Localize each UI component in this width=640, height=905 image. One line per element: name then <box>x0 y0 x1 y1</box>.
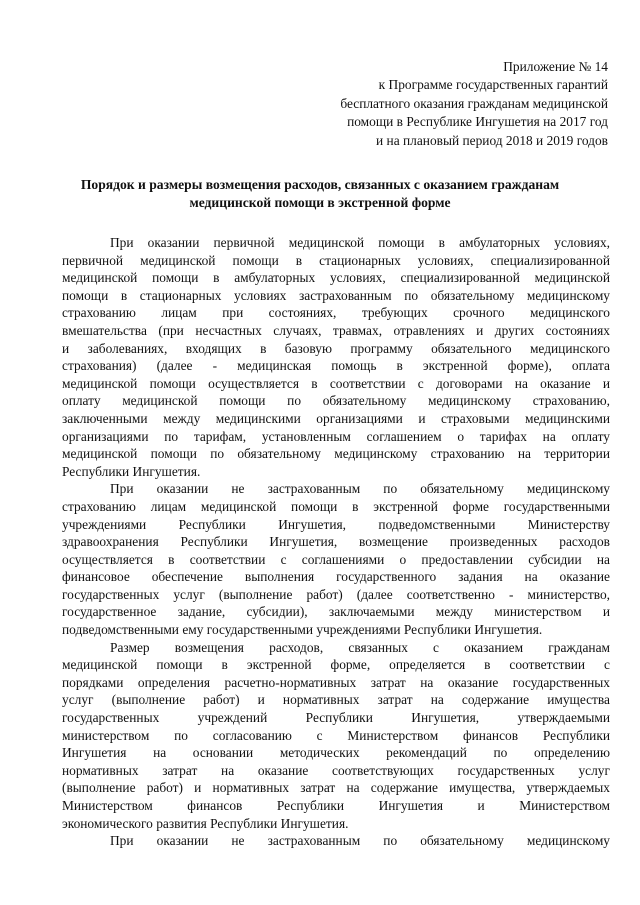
text-line: помощи в стационарных условиях застрахованным по обязательному медицинскому <box>62 287 610 303</box>
text-line: осуществляется в соответствии с соглашениями о предоставлении субсидии на <box>62 551 610 567</box>
text-line: государственных учреждений Республики Ингушетия, утверждаемыми <box>62 710 610 726</box>
text-line: нормативных затрат на оказание соответствующих государственных услуг <box>62 762 610 778</box>
text-line: подведомственными ему государственными учреждениями Республики Ингушетия. <box>62 622 543 638</box>
appendix-line: бесплатного оказания гражданам медицинской <box>340 95 608 111</box>
text-line: учреждениями Республики Ингушетия, подведомственными Министерству <box>62 516 610 532</box>
text-line: медицинской помощи по обязательному медицинскому страхованию на территории <box>62 446 610 462</box>
paragraph <box>62 480 610 638</box>
paragraph <box>62 639 610 833</box>
text-line: организациями по тарифам, установленным соглашением о тарифах на оплату <box>62 428 610 444</box>
text-line: При оказании не застрахованным по обязательному медицинскому <box>110 833 610 849</box>
text-line: оплату медицинской помощи по обязательному медицинскому страхованию, <box>62 393 610 409</box>
document-body <box>62 234 610 850</box>
text-line: (выполнение работ) и нормативных затрат на содержание имущества, утверждаемых <box>62 780 610 796</box>
appendix-line: к Программе государственных гарантий <box>378 77 608 93</box>
text-line: экономического развития Республики Ингушетия. <box>62 815 349 831</box>
text-line: Размер возмещения расходов, связанных с оказанием гражданам <box>110 639 610 655</box>
text-line: услуг (выполнение работ) и нормативных затрат на содержание имущества <box>62 692 610 708</box>
text-line: страхованию лицам при состояниях, требующих срочного медицинского <box>62 305 610 321</box>
appendix-line: помощи в Республике Ингушетия на 2017 год <box>347 114 608 130</box>
text-line: финансовое обеспечение выполнения государственного задания на оказание <box>62 569 610 585</box>
text-line: Республики Ингушетия. <box>62 463 201 479</box>
text-line: медицинской помощи осуществляется в соответствии с договорами на оказание и <box>62 375 610 391</box>
text-line: порядками определения расчетно-нормативных затрат на оказание государственных <box>62 674 610 690</box>
text-line: государственное задание, субсидии), заключаемыми между министерством и <box>62 604 610 620</box>
title-line: Порядок и размеры возмещения расходов, связанных с оказанием гражданам <box>80 177 560 192</box>
text-line: заключенными между медицинскими организациями и страховыми медицинскими <box>62 410 610 426</box>
appendix-header <box>340 58 608 150</box>
text-line: государственных услуг (выполнение работ) (далее соответственно - министерство, <box>62 586 610 602</box>
text-line: Ингушетия на основании методических рекомендаций по определению <box>62 745 610 761</box>
text-line: медицинской помощи в амбулаторных условиях, специализированной медицинской <box>62 270 610 286</box>
text-line: медицинской помощи в экстренной форме, определяется в соответствии с <box>62 657 610 673</box>
title-line: медицинской помощи в экстренной форме <box>189 194 451 210</box>
text-line: здравоохранения Республики Ингушетия, возмещение произведенных расходов <box>62 534 610 550</box>
text-line: страхования) (далее - медицинская помощь в экстренной форме), оплата <box>62 358 610 374</box>
appendix-line: и на плановый период 2018 и 2019 годов <box>376 132 608 148</box>
document-title <box>62 176 578 211</box>
text-line: При оказании не застрахованным по обязательному медицинскому <box>110 481 610 497</box>
text-line: и заболеваниях, входящих в базовую программу обязательного медицинского <box>62 340 610 356</box>
paragraph <box>62 832 610 850</box>
text-line: Министерством финансов Республики Ингушетия и Министерством <box>62 798 610 813</box>
text-line: страхованию лицам медицинской помощи в экстренной форме государственными <box>62 498 610 514</box>
text-line: При оказании первичной медицинской помощи в амбулаторных условиях, <box>110 235 610 250</box>
text-line: министерством по согласованию с Министерством финансов Республики <box>62 727 610 743</box>
text-line: первичной медицинской помощи в стационарных условиях, специализированной <box>62 252 610 268</box>
text-line: вмешательства (при несчастных случаях, травмах, отравлениях и других состояниях <box>62 322 610 338</box>
appendix-line: Приложение № 14 <box>503 59 608 74</box>
paragraph <box>62 234 610 480</box>
